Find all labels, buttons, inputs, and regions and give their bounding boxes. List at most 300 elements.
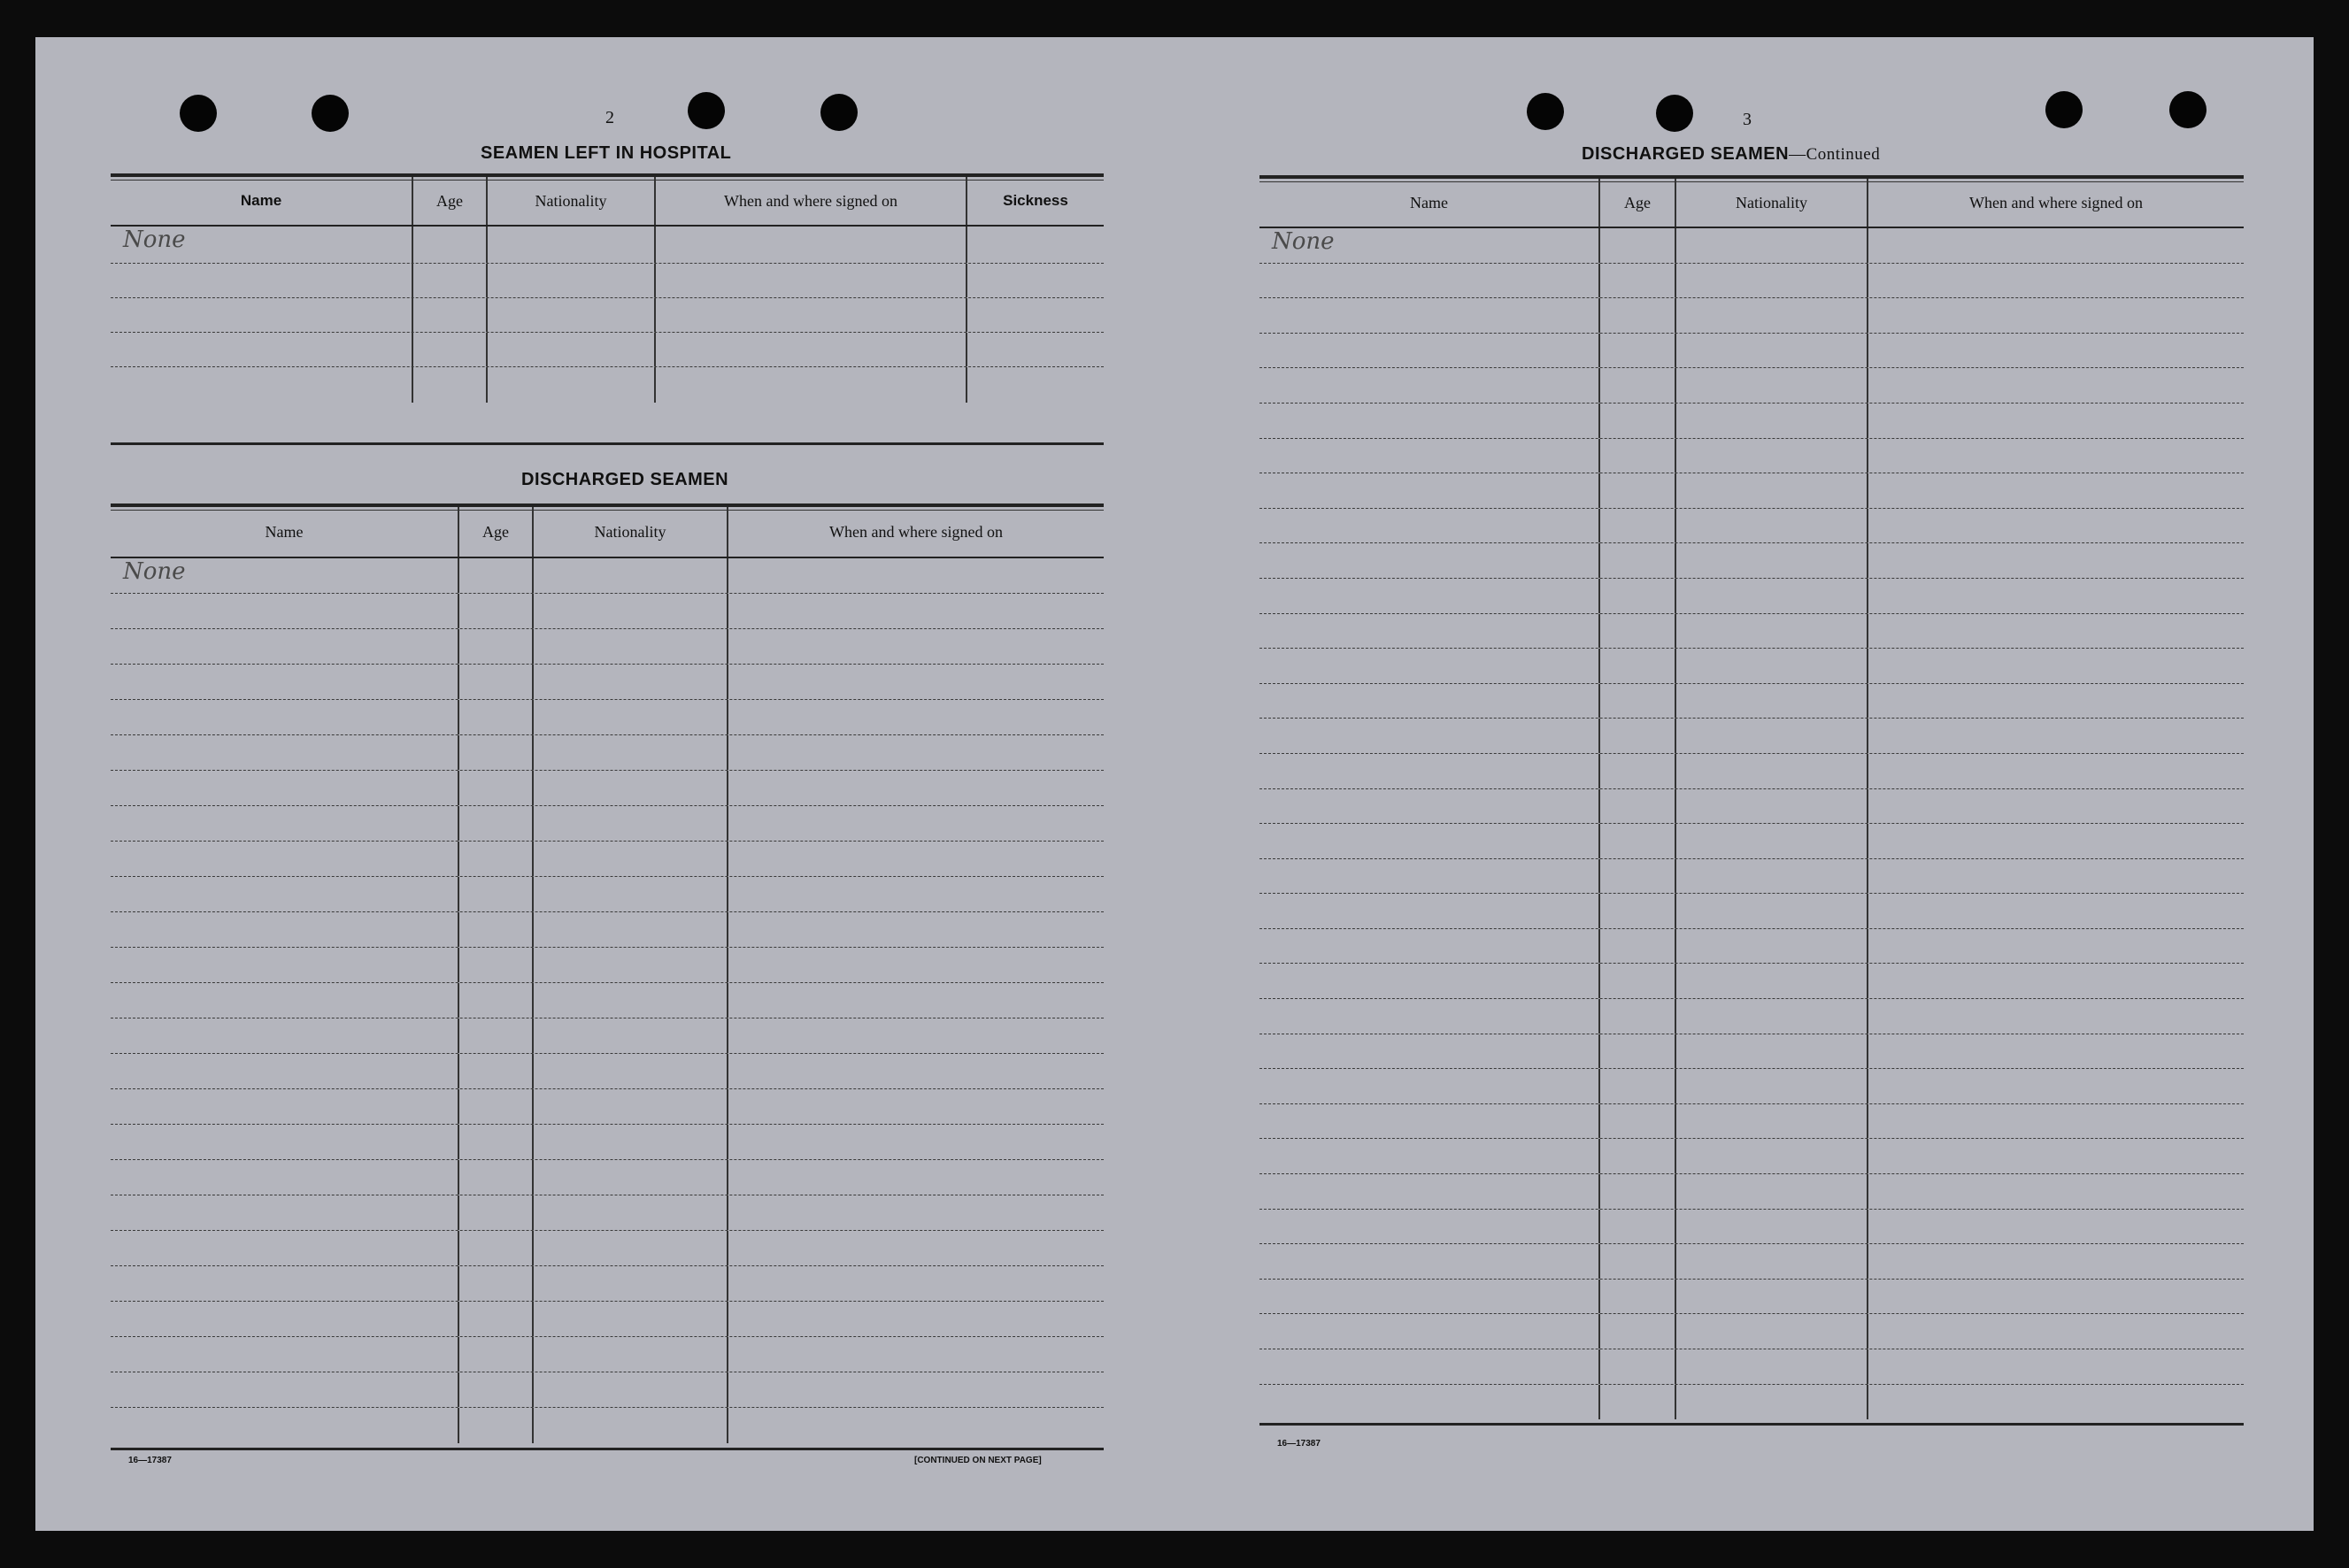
column-header-age: Age (1598, 179, 1675, 227)
table-cell (111, 1408, 458, 1443)
table-row (1259, 473, 2244, 509)
table-cell (1598, 509, 1675, 543)
table-cell (1867, 1034, 2244, 1069)
table-cell (458, 1089, 532, 1124)
table-row (111, 1054, 1104, 1089)
punch-hole (688, 92, 725, 129)
punch-hole (1527, 93, 1564, 130)
table-row (1259, 579, 2244, 614)
table-row (1259, 719, 2244, 754)
column-header-nationality: Nationality (1675, 179, 1867, 227)
table-cell (1259, 964, 1598, 998)
table-cell (532, 806, 727, 841)
table-cell (532, 1018, 727, 1053)
hospital-rows (111, 227, 1104, 403)
table-cell (1867, 789, 2244, 824)
table-row (1259, 859, 2244, 895)
table-cell (486, 298, 654, 332)
table-cell (1675, 789, 1867, 824)
table-cell (1675, 543, 1867, 578)
table-cell (532, 1337, 727, 1372)
table-cell (1867, 228, 2244, 263)
table-cell (1867, 579, 2244, 613)
table-cell (532, 912, 727, 947)
table-cell (654, 333, 966, 366)
table-cell (532, 1302, 727, 1336)
table-cell (727, 1231, 1104, 1265)
table-cell (1259, 1280, 1598, 1314)
table-row (111, 1337, 1104, 1372)
table-cell (111, 1125, 458, 1159)
table-cell (727, 1266, 1104, 1301)
table-cell (1867, 1244, 2244, 1279)
table-row (1259, 894, 2244, 929)
table-row (111, 1089, 1104, 1125)
table-cell (1867, 649, 2244, 683)
table-cell (1867, 754, 2244, 788)
table-cell (966, 227, 1104, 263)
table-row (111, 298, 1104, 333)
table-cell (1867, 473, 2244, 508)
table-cell (727, 877, 1104, 911)
table-cell (1259, 509, 1598, 543)
table-cell (532, 735, 727, 770)
page-number-left: 2 (605, 108, 614, 127)
table-cell (727, 735, 1104, 770)
table-cell (111, 1160, 458, 1195)
table-cell (1675, 649, 1867, 683)
table-cell (727, 771, 1104, 805)
table-cell (111, 806, 458, 841)
table-cell (1598, 754, 1675, 788)
right-page-bottom-rule (1259, 1423, 2244, 1426)
table-cell (1867, 404, 2244, 438)
table-cell (1675, 334, 1867, 368)
table-cell (1259, 368, 1598, 403)
table-cell (1867, 298, 2244, 333)
punch-hole (820, 94, 858, 131)
table-cell (1259, 439, 1598, 473)
table-cell (532, 877, 727, 911)
table-cell (1867, 1210, 2244, 1244)
table-cell (966, 367, 1104, 403)
table-cell (111, 333, 412, 366)
table-cell (532, 629, 727, 664)
handwritten-entry: None (123, 558, 186, 585)
table-cell (1867, 999, 2244, 1034)
column-header-name: Name (1410, 193, 1448, 211)
table-cell (1598, 334, 1675, 368)
table-cell (727, 1054, 1104, 1088)
table-cell (458, 771, 532, 805)
table-cell (1259, 1034, 1598, 1069)
table-row (1259, 964, 2244, 999)
table-cell (1598, 1244, 1675, 1279)
column-header-nationality: Nationality (532, 507, 727, 557)
table-cell (111, 735, 458, 770)
table-cell (1259, 1174, 1598, 1209)
table-row (1259, 1349, 2244, 1385)
table-cell (1675, 1069, 1867, 1103)
punch-hole (1656, 95, 1693, 132)
table-cell (1675, 368, 1867, 403)
table-cell (1598, 1174, 1675, 1209)
table-cell (1598, 439, 1675, 473)
table-row (111, 367, 1104, 403)
table-row (1259, 439, 2244, 474)
table-cell (1867, 439, 2244, 473)
form-number-right: 16—17387 (1277, 1439, 1321, 1449)
table-row (111, 594, 1104, 629)
column-header-sickness: Sickness (966, 177, 1104, 225)
table-cell (654, 298, 966, 332)
table-row (111, 333, 1104, 367)
table-cell (1598, 1069, 1675, 1103)
table-row (111, 1195, 1104, 1231)
table-row (1259, 228, 2244, 264)
table-row (111, 1160, 1104, 1195)
table-cell (111, 264, 412, 297)
table-cell (727, 629, 1104, 664)
table-row (111, 1372, 1104, 1408)
discharged-table-left (111, 503, 1104, 1443)
table-cell (458, 1231, 532, 1265)
table-cell (727, 665, 1104, 699)
handwritten-entry: None (123, 227, 186, 253)
table-cell (458, 1054, 532, 1088)
table-cell (1259, 1104, 1598, 1139)
table-cell (966, 264, 1104, 297)
column-header-name: Name (240, 192, 282, 209)
table-cell (1675, 1034, 1867, 1069)
table-cell (458, 1195, 532, 1230)
table-cell (412, 298, 486, 332)
table-cell (458, 594, 532, 628)
table-cell (1259, 1244, 1598, 1279)
table-cell (1259, 1349, 1598, 1384)
table-cell (532, 842, 727, 876)
table-cell (1867, 368, 2244, 403)
table-cell (1675, 859, 1867, 894)
discharged-continued-title (1582, 144, 1880, 165)
table-cell (1259, 614, 1598, 649)
table-cell (532, 558, 727, 593)
table-row (1259, 649, 2244, 684)
punch-hole (312, 95, 349, 132)
table-cell (486, 264, 654, 297)
table-cell (458, 1018, 532, 1053)
table-cell (111, 771, 458, 805)
table-cell (532, 948, 727, 982)
table-row (1259, 754, 2244, 789)
table-row (111, 700, 1104, 735)
table-cell (412, 264, 486, 297)
table-cell (1259, 754, 1598, 788)
table-cell (1867, 1174, 2244, 1209)
table-cell (1598, 473, 1675, 508)
table-cell (532, 1266, 727, 1301)
table-cell (458, 912, 532, 947)
table-cell (654, 264, 966, 297)
column-header-signed-on: When and where signed on (1867, 179, 2244, 227)
table-row (1259, 298, 2244, 334)
table-row (111, 1231, 1104, 1266)
table-row (1259, 789, 2244, 825)
table-cell (532, 1195, 727, 1230)
table-cell (1675, 999, 1867, 1034)
table-cell (966, 333, 1104, 366)
ledger-sheet (35, 37, 2314, 1531)
table-row (111, 264, 1104, 298)
table-cell (727, 1089, 1104, 1124)
table-cell (1259, 824, 1598, 858)
table-cell (111, 1302, 458, 1336)
table-cell (1259, 929, 1598, 964)
table-cell (1598, 789, 1675, 824)
table-cell (1598, 404, 1675, 438)
table-cell (1675, 509, 1867, 543)
table-row (1259, 1280, 2244, 1315)
table-cell (1259, 543, 1598, 578)
table-cell (1598, 1385, 1675, 1420)
table-row (1259, 1210, 2244, 1245)
table-cell (532, 1089, 727, 1124)
table-row (1259, 264, 2244, 299)
table-cell (727, 912, 1104, 947)
table-cell (1675, 1349, 1867, 1384)
table-cell (1675, 894, 1867, 928)
table-cell (966, 298, 1104, 332)
table-cell (1259, 719, 1598, 753)
table-cell (727, 1125, 1104, 1159)
table-cell (458, 665, 532, 699)
table-cell (1675, 1104, 1867, 1139)
table-cell (1675, 1280, 1867, 1314)
table-row (1259, 1069, 2244, 1104)
table-row (111, 665, 1104, 700)
table-cell (458, 629, 532, 664)
table-cell (1867, 824, 2244, 858)
table-cell (1867, 1385, 2244, 1420)
table-cell (1259, 334, 1598, 368)
table-cell (1598, 1034, 1675, 1069)
table-cell (1867, 1349, 2244, 1384)
table-cell (532, 1125, 727, 1159)
table-cell (1675, 579, 1867, 613)
table-cell (111, 1018, 458, 1053)
table-row (111, 1018, 1104, 1054)
table-cell (111, 1089, 458, 1124)
table-cell (1598, 228, 1675, 263)
table-cell (412, 227, 486, 263)
table-cell (458, 983, 532, 1018)
table-cell (727, 700, 1104, 734)
table-cell (532, 1160, 727, 1195)
page-number-right: 3 (1743, 110, 1752, 129)
table-cell (111, 948, 458, 982)
continued-note: [CONTINUED ON NEXT PAGE] (914, 1456, 1042, 1465)
table-row (111, 629, 1104, 665)
table-cell (111, 594, 458, 628)
table-cell (532, 1054, 727, 1088)
table-cell (1598, 1280, 1675, 1314)
handwritten-entry: None (1272, 228, 1335, 255)
table-cell (1598, 1349, 1675, 1384)
table-cell (1598, 929, 1675, 964)
table-cell (727, 948, 1104, 982)
table-cell (1259, 859, 1598, 894)
table-cell (654, 227, 966, 263)
table-row (1259, 1244, 2244, 1280)
table-cell (1867, 264, 2244, 298)
hospital-table-bottom-rule (111, 442, 1104, 445)
table-row (111, 912, 1104, 948)
table-cell (111, 912, 458, 947)
table-cell (111, 1266, 458, 1301)
table-cell (1675, 1385, 1867, 1420)
table-row (111, 877, 1104, 912)
table-cell (1259, 579, 1598, 613)
table-cell (1598, 999, 1675, 1034)
table-cell (1598, 264, 1675, 298)
column-header-age: Age (412, 177, 486, 225)
left-page-bottom-rule (111, 1448, 1104, 1450)
table-cell (1259, 1385, 1598, 1420)
table-cell (1867, 1104, 2244, 1139)
table-cell (1598, 1210, 1675, 1244)
table-cell (1598, 894, 1675, 928)
table-cell (1867, 894, 2244, 928)
table-cell (1867, 509, 2244, 543)
table-cell (458, 700, 532, 734)
table-cell (532, 771, 727, 805)
table-cell (111, 1231, 458, 1265)
table-cell (1259, 684, 1598, 719)
discharged-rows-left (111, 558, 1104, 1443)
table-cell (486, 227, 654, 263)
table-row (1259, 1385, 2244, 1420)
table-row (111, 735, 1104, 771)
table-cell (727, 1160, 1104, 1195)
table-row (111, 771, 1104, 806)
table-cell (1598, 543, 1675, 578)
table-cell (1259, 298, 1598, 333)
table-cell (111, 700, 458, 734)
table-row (111, 1266, 1104, 1302)
table-cell (1675, 614, 1867, 649)
table-row (111, 806, 1104, 842)
table-row (1259, 1104, 2244, 1140)
table-cell (1259, 894, 1598, 928)
table-cell (1867, 1314, 2244, 1349)
table-cell (532, 1372, 727, 1407)
form-number-left: 16—17387 (128, 1456, 172, 1465)
table-cell (1259, 789, 1598, 824)
table-cell (1598, 684, 1675, 719)
table-row (1259, 404, 2244, 439)
table-cell (1259, 404, 1598, 438)
table-cell (486, 367, 654, 403)
table-cell (458, 806, 532, 841)
punch-hole (2169, 91, 2207, 128)
column-header-signed-on: When and where signed on (654, 177, 966, 225)
table-row (111, 1302, 1104, 1337)
table-cell (111, 1054, 458, 1088)
table-cell (111, 877, 458, 911)
punch-hole (180, 95, 217, 132)
table-row (1259, 1139, 2244, 1174)
table-cell (727, 1302, 1104, 1336)
table-cell (458, 1160, 532, 1195)
table-cell (1867, 684, 2244, 719)
table-cell (1598, 719, 1675, 753)
table-cell (458, 1337, 532, 1372)
table-cell (727, 1195, 1104, 1230)
table-cell (1867, 859, 2244, 894)
table-cell (458, 1125, 532, 1159)
table-cell (111, 629, 458, 664)
table-cell (727, 1018, 1104, 1053)
table-row (1259, 999, 2244, 1034)
table-cell (1259, 264, 1598, 298)
table-cell (1675, 264, 1867, 298)
table-cell (458, 1372, 532, 1407)
table-cell (1867, 719, 2244, 753)
table-cell (1598, 579, 1675, 613)
table-cell (458, 877, 532, 911)
table-cell (412, 367, 486, 403)
title-suffix: —Continued (1789, 145, 1881, 164)
table-row (1259, 334, 2244, 369)
table-cell (727, 1337, 1104, 1372)
table-cell (532, 1408, 727, 1443)
table-cell (532, 700, 727, 734)
table-cell (1675, 1174, 1867, 1209)
table-cell (727, 558, 1104, 593)
table-row (1259, 684, 2244, 719)
table-cell (1598, 298, 1675, 333)
table-cell (1867, 543, 2244, 578)
table-cell (1867, 964, 2244, 998)
table-cell (1675, 228, 1867, 263)
table-row (1259, 1314, 2244, 1349)
table-cell (458, 558, 532, 593)
table-cell (1598, 964, 1675, 998)
table-cell (1598, 614, 1675, 649)
table-cell (1675, 754, 1867, 788)
table-cell (458, 842, 532, 876)
table-cell (1675, 298, 1867, 333)
table-cell (111, 665, 458, 699)
table-cell (1598, 824, 1675, 858)
table-cell (111, 1195, 458, 1230)
table-cell (1259, 649, 1598, 683)
table-cell (1675, 929, 1867, 964)
table-cell (458, 1408, 532, 1443)
table-cell (1867, 1280, 2244, 1314)
column-header-age: Age (458, 507, 532, 557)
table-row (1259, 824, 2244, 859)
table-cell (654, 367, 966, 403)
column-header-nationality: Nationality (486, 177, 654, 225)
table-cell (458, 1302, 532, 1336)
table-row (111, 983, 1104, 1018)
hospital-section-title: SEAMEN LEFT IN HOSPITAL (481, 143, 732, 163)
table-row (111, 227, 1104, 264)
table-row (1259, 543, 2244, 579)
table-cell (1675, 404, 1867, 438)
table-row (1259, 1034, 2244, 1070)
